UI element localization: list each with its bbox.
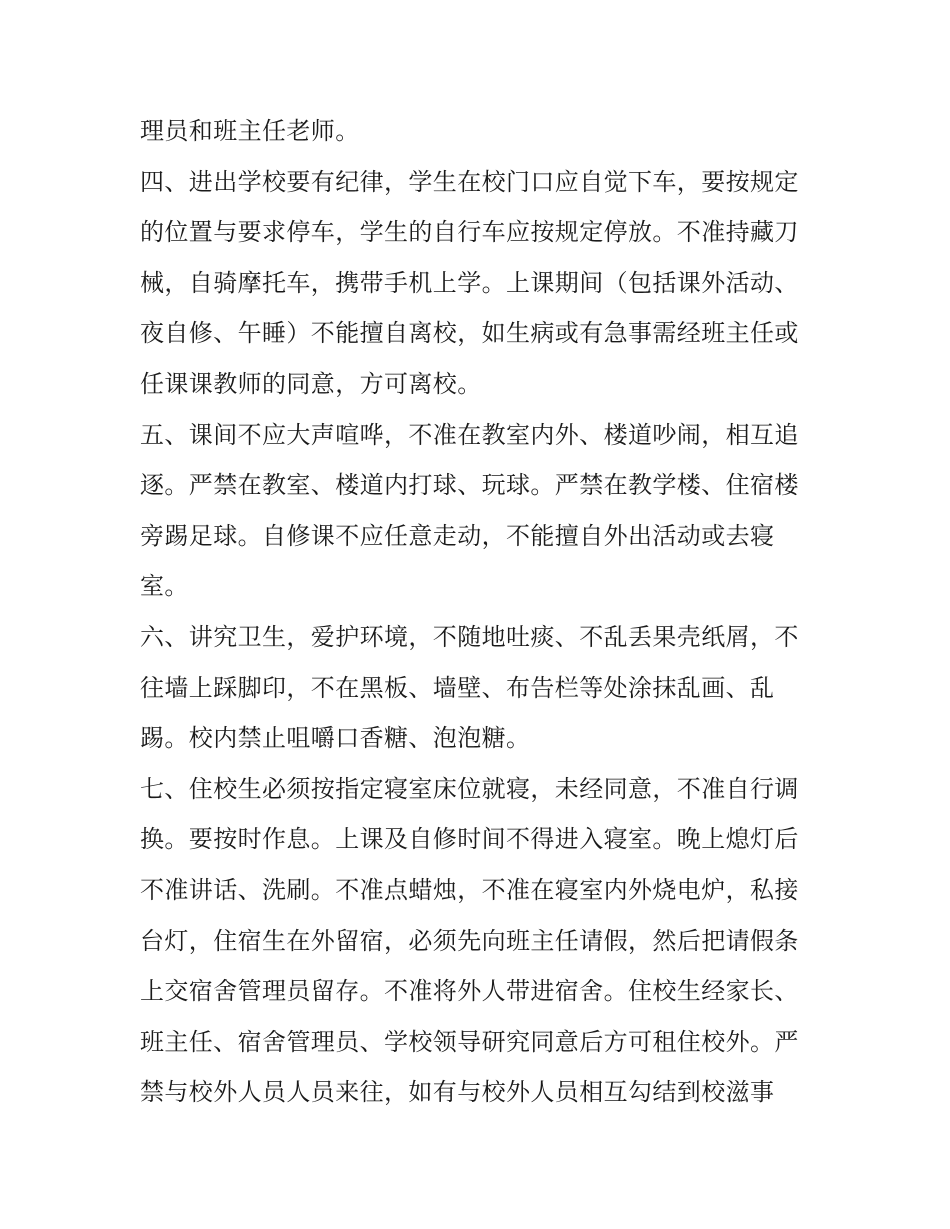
text-line: 夜自修、午睡）不能擅自离校，如生病或有急事需经班主任或 [140,319,799,348]
text-line: 七、住校生必须按指定寝室床位就寝，未经同意，不准自行调 [140,774,799,803]
text-line: 往墙上踩脚印，不在黑板、墙壁、布告栏等处涂抹乱画、乱 [140,673,775,702]
text-line: 班主任、宿舍管理员、学校领导研究同意后方可租住校外。严 [140,1027,799,1056]
text-line: 理员和班主任老师。 [140,117,360,145]
text-line: 上交宿舍管理员留存。不准将外人带进宿舍。住校生经家长、 [140,977,799,1006]
text-line: 禁与校外人员人员来往，如有与校外人员相互勾结到校滋事 [140,1078,775,1107]
text-line: 六、讲究卫生，爱护环境，不随地吐痰、不乱丢果壳纸屑，不 [140,622,799,651]
text-line: 械，自骑摩托车，携带手机上学。上课期间（包括课外活动、 [140,268,799,297]
text-line: 旁踢足球。自修课不应任意走动，不能擅自外出活动或去寝 [140,521,775,550]
text-line: 任课课教师的同意，方可离校。 [140,369,482,398]
text-line: 台灯，住宿生在外留宿，必须先向班主任请假，然后把请假条 [140,926,799,955]
text-line: 四、进出学校要有纪律，学生在校门口应自觉下车，要按规定 [140,167,799,196]
text-line: 的位置与要求停车，学生的自行车应按规定停放。不准持藏刀 [140,218,799,247]
text-line: 逐。严禁在教室、楼道内打球、玩球。严禁在教学楼、住宿楼 [140,471,799,500]
text-line: 不准讲话、洗刷。不准点蜡烛，不准在寝室内外烧电炉，私接 [140,875,799,904]
document-page [140,106,820,1118]
text-line: 踢。校内禁止咀嚼口香糖、泡泡糖。 [140,724,531,753]
text-line: 换。要按时作息。上课及自修时间不得进入寝室。晚上熄灯后 [140,825,799,854]
text-line: 五、课间不应大声喧哗，不准在教室内外、楼道吵闹，相互追 [140,420,799,449]
text-line: 室。 [140,572,189,601]
